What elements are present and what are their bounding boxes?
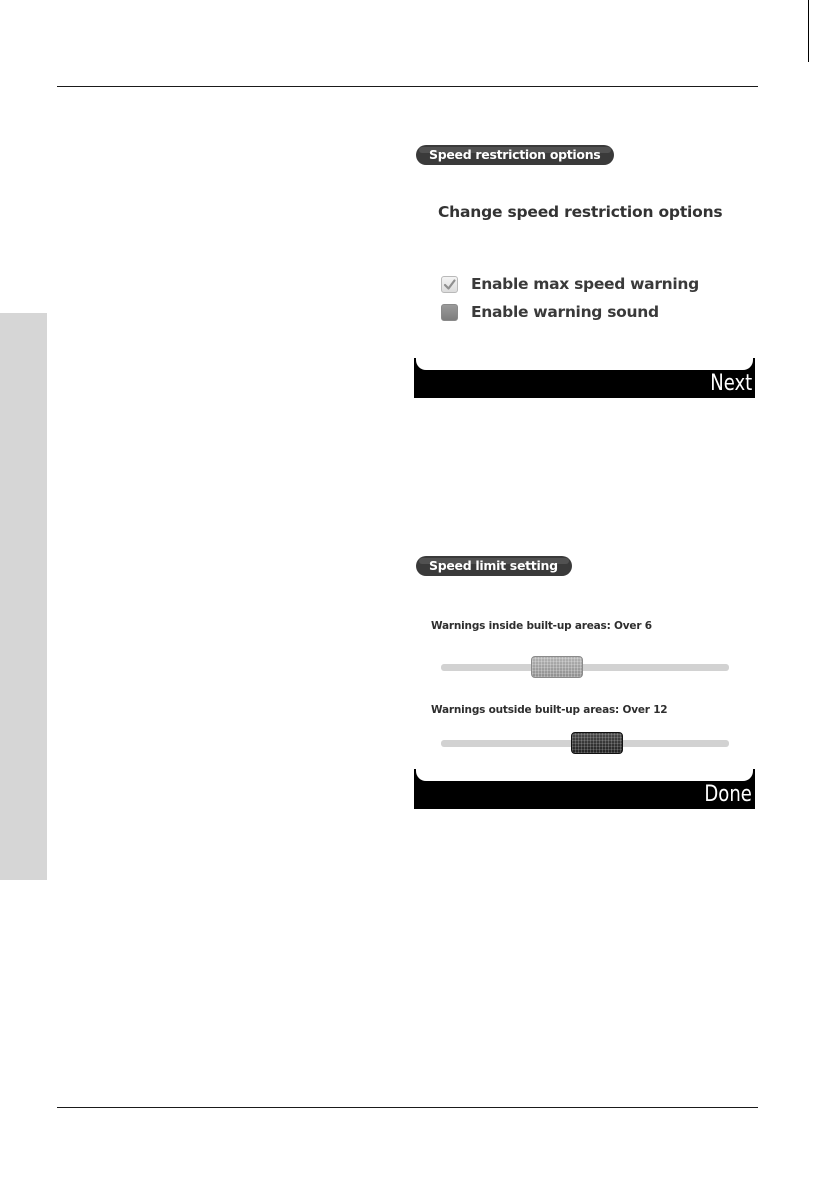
inside-built-up-label: Warnings inside built-up areas: Over 6: [431, 620, 652, 632]
warning-sound-option[interactable]: [441, 301, 659, 323]
done-button[interactable]: Done: [704, 782, 752, 807]
outside-built-up-label: Warnings outside built-up areas: Over 12: [431, 704, 668, 716]
max-speed-warning-checkbox[interactable]: [441, 276, 458, 293]
inside-built-up-slider[interactable]: [441, 664, 729, 671]
speed-limit-screen: [414, 555, 755, 810]
max-speed-warning-option[interactable]: [441, 273, 699, 295]
max-speed-warning-label: Enable max speed warning: [471, 275, 699, 293]
checkmark-icon: [441, 276, 458, 293]
warning-sound-label: Enable warning sound: [471, 303, 659, 321]
crop-mark: [808, 0, 809, 62]
speed-restriction-screen: [414, 143, 755, 398]
screen-heading: Change speed restriction options: [438, 203, 723, 221]
outside-built-up-slider[interactable]: [441, 740, 729, 747]
section-tab: [0, 313, 47, 880]
warning-sound-checkbox[interactable]: [441, 304, 458, 321]
screen-title: Speed limit setting: [416, 556, 572, 576]
footer-rule: [57, 1107, 758, 1108]
screen-title: Speed restriction options: [416, 145, 614, 165]
action-bar: [414, 370, 755, 398]
next-button[interactable]: Next: [709, 371, 752, 396]
outside-built-up-slider-handle[interactable]: [571, 732, 623, 754]
header-rule: [57, 86, 758, 87]
action-bar: [414, 781, 755, 809]
inside-built-up-slider-handle[interactable]: [531, 656, 583, 678]
